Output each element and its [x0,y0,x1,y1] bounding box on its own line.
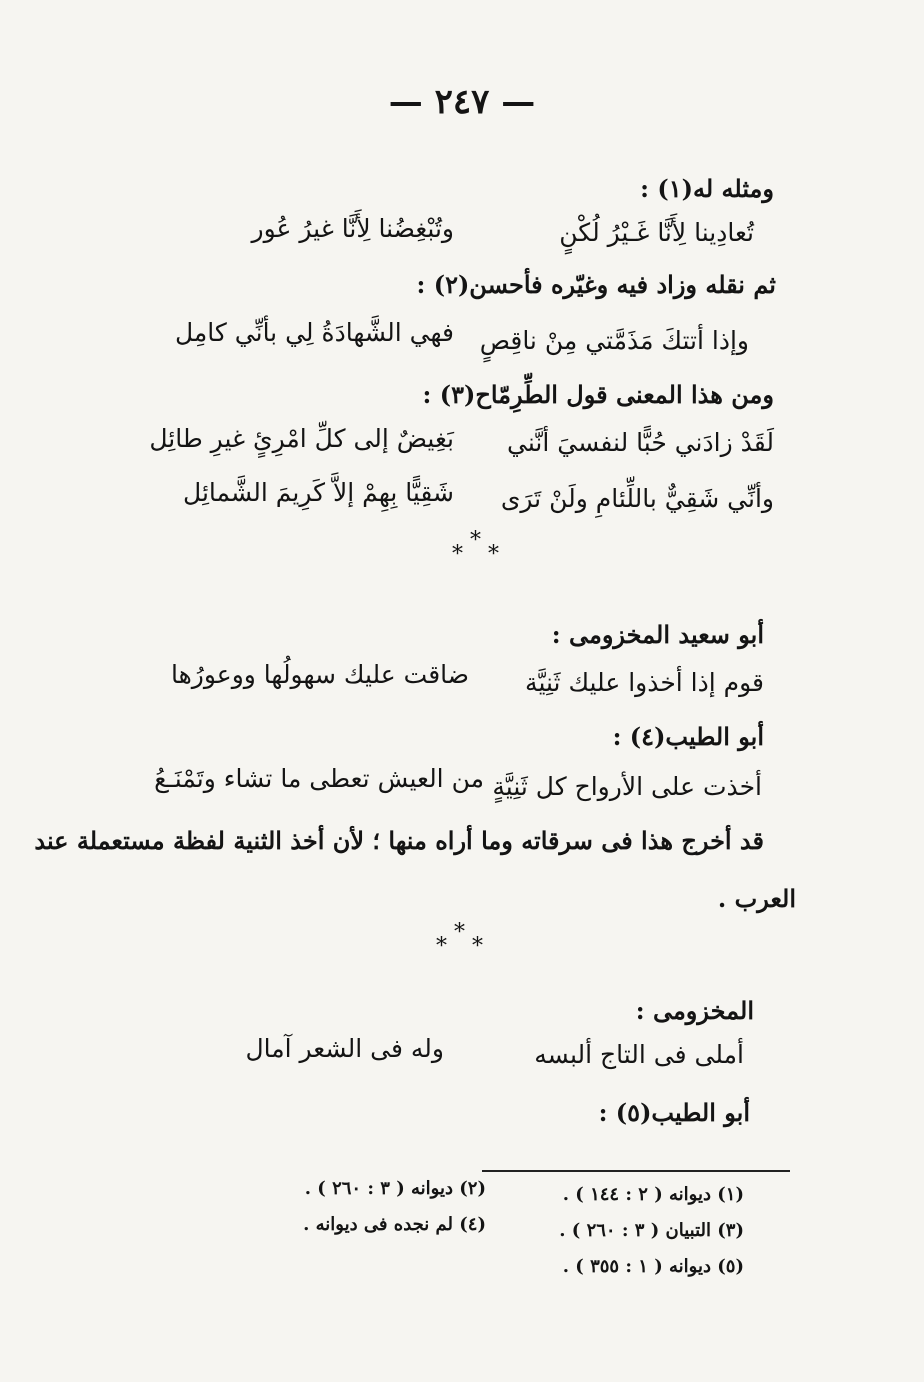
section-separator-2: * * * [436,920,483,959]
verse-7-second-hemistich: وله فى الشعر آمال [245,1034,444,1063]
intro-line-1: ومثله له(١) : [640,174,774,203]
verse-2-first-hemistich: وإذا أتتكَ مَذَمَّتي مِنْ ناقِصٍ [479,326,749,355]
footnote-3: (٣) التبيان ( ٣ : ٢٦٠ ) . [559,1220,744,1241]
footnote-4: (٤) لم نجده فى ديوانه . [303,1214,486,1235]
footnote-1: (١) ديوانه ( ٢ : ١٤٤ ) . [562,1184,744,1205]
poet-name-abu-al-tayyib-1: أبو الطيب(٤) : [612,722,764,751]
verse-4-second-hemistich: شَقِيًّا بِهِمْ إلاَّ كَرِيمَ الشَّمائِل [183,478,454,507]
commentary-line-1: قد أخرج هذا فى سرقاته وما أراه منها ؛ لأن أخذ الثنية لفظة مستعملة عند [34,826,764,855]
poet-name-abu-al-tayyib-2: أبو الطيب(٥) : [598,1098,750,1127]
verse-4-first-hemistich: وأنِّي شَقِيٌّ باللِّئامِ ولَنْ تَرَى [500,484,774,513]
verse-5-second-hemistich: ضاقت عليك سهولُها ووعورُها [171,660,469,689]
section-separator-1: * * * [452,528,499,567]
poet-name-makhzumi: المخزومى : [635,996,754,1025]
intro-line-2: ثم نقله وزاد فيه وغيّره فأحسن(٢) : [416,270,776,299]
verse-6-first-hemistich: أخذت على الأرواح كل ثَنِيَّةٍ [492,772,762,801]
footnote-5: (٥) ديوانه ( ١ : ٣٥٥ ) . [562,1256,744,1277]
footnote-2: (٢) ديوانه ( ٣ : ٢٦٠ ) . [304,1178,486,1199]
verse-5-first-hemistich: قوم إذا أخذوا عليك ثَنِيَّة [525,668,764,697]
verse-1-second-hemistich: وتُبْغِضُنا لِأَنَّا غيرُ عُور [251,214,454,243]
verse-1-first-hemistich: تُعادِينا لِأَنَّا غَـيْرُ لُكْنٍ [559,218,754,247]
verse-7-first-hemistich: أملى فى التاج ألبسه [534,1040,744,1069]
poet-name-abu-said: أبو سعيد المخزومى : [551,620,764,649]
verse-3-second-hemistich: بَغِيضٌ إلى كلِّ امْرِئٍ غيرِ طائِل [149,424,454,453]
page-number: — ٢٤٧ — [388,82,536,122]
footnote-rule [482,1170,790,1172]
verse-2-second-hemistich: فهي الشَّهادَةُ لِي بأنِّي كامِل [174,318,454,347]
intro-line-3: ومن هذا المعنى قول الطِّرِمّاح(٣) : [422,380,774,409]
verse-6-second-hemistich: من العيش تعطى ما تشاء وتَمْنَـعُ [154,764,484,793]
commentary-line-2: العرب . [717,884,796,913]
verse-3-first-hemistich: لَقَدْ زادَني حُبًّا لنفسيَ أنَّني [507,428,774,457]
